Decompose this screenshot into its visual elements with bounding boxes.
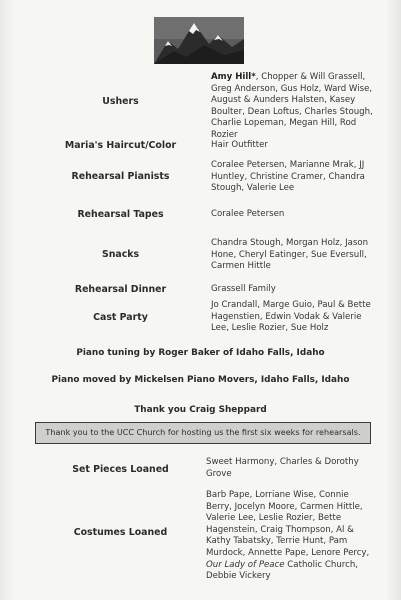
- costumes-value: [206, 490, 371, 583]
- set-pieces-value: Sweet Harmony, Charles & Dorothy Grove: [206, 457, 359, 479]
- ucc-thanks-box: Thank you to the UCC Church for hosting us the first six weeks for rehearsals.: [35, 422, 371, 444]
- ushers-names: [211, 72, 373, 142]
- costumes-list-2: Catholic Church, Debbie Vickery: [206, 559, 359, 582]
- rehearsal-pianists-label: Rehearsal Pianists: [71, 171, 170, 182]
- set-pieces-label: Set Pieces Loaned: [72, 464, 169, 475]
- piano-moved-credit: Piano moved by Mickelsen Piano Movers, Idaho Falls, Idaho: [51, 375, 350, 385]
- rehearsal-tapes-label: Rehearsal Tapes: [77, 209, 164, 220]
- ushers-label: Ushers: [102, 96, 139, 107]
- piano-tuning-credit: Piano tuning by Roger Baker of Idaho Falls, Idaho: [76, 348, 325, 358]
- snacks-value: Chandra Stough, Morgan Holz, Jason Hone, Cheryl Eatinger, Sue Eversull, Carmen Hittle: [211, 238, 369, 272]
- ushers-list: , Chopper & Will Grassell, Greg Anderson, Gus Holz, Ward Wise, August & Aunders Halsten, Kasey Boulter, Dean Loftus, Charles Stough, Charlie Lopeman, Megan Hill, Rod Rozier: [211, 72, 373, 140]
- costumes-list-1: Barb Pape, Lorriane Wise, Connie Berry, Jocelyn Moore, Carmen Hittle, Valerie Lee, Leslie Rozier, Bette Hagenstein, Craig Thompson, Al & Kathy Tabatsky, Terrie Hunt, Pam Murdock, Annette Pape, Lenore Percy,: [206, 490, 370, 558]
- haircut-value: Hair Outfitter: [211, 140, 268, 150]
- mountain-logo: [154, 17, 244, 64]
- costumes-italic-name: Our Lady of Peace: [206, 559, 285, 570]
- costumes-label: Costumes Loaned: [73, 527, 168, 538]
- rehearsal-dinner-value: Grassell Family: [211, 284, 276, 294]
- cast-party-label: Cast Party: [93, 312, 148, 323]
- cast-party-value: Jo Crandall, Marge Guio, Paul & Bette Hagenstien, Edwin Vodak & Valerie Lee, Leslie Rozier, Sue Holz: [211, 300, 371, 334]
- rehearsal-tapes-value: Coralee Petersen: [211, 209, 285, 219]
- snacks-label: Snacks: [101, 249, 140, 260]
- rehearsal-dinner-label: Rehearsal Dinner: [74, 284, 167, 295]
- thank-craig: Thank you Craig Sheppard: [134, 405, 267, 415]
- rehearsal-pianists-value: Coralee Petersen, Marianne Mrak, JJ Huntley, Christine Cramer, Chandra Stough, Valerie Lee: [211, 160, 365, 194]
- haircut-label: Maria's Haircut/Color: [64, 140, 177, 151]
- ushers-lead: Amy Hill*: [211, 72, 256, 82]
